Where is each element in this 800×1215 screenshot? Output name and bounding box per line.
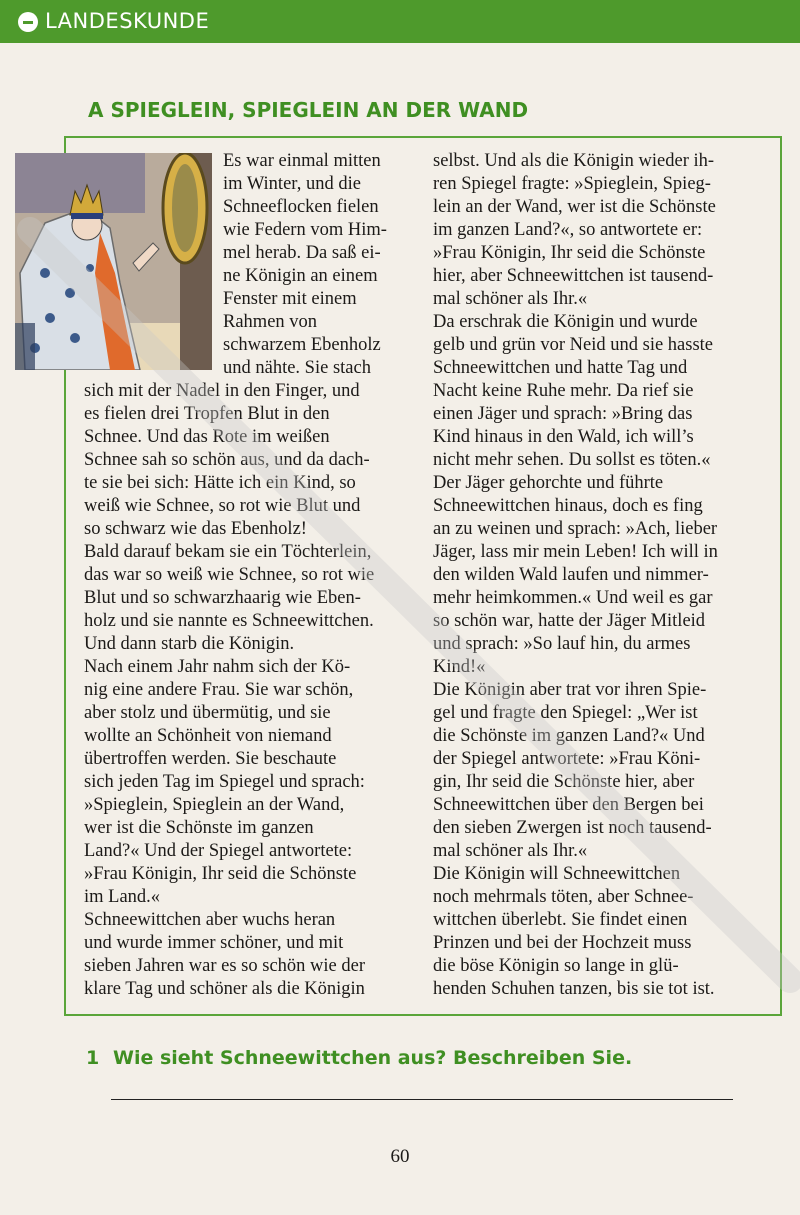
story-line: einen Jäger und sprach: »Bring das [433,404,693,424]
story-line: nicht mehr sehen. Du sollst es töten.« [433,450,711,470]
story-line: gin, Ihr seid die Schönste hier, aber [433,772,695,792]
story-line: klare Tag und schöner als die Königin [84,979,365,999]
story-line: weiß wie Schnee, so rot wie Blut und [84,496,361,516]
section-header-bar [0,0,800,43]
story-line: sich jeden Tag im Spiegel und sprach: [84,772,365,792]
story-line: mal schöner als Ihr.« [433,289,588,309]
story-line: Schneeflocken fielen [223,197,379,217]
story-line: Land?« Und der Spiegel antwortete: [84,841,353,861]
story-line: Schneewittchen und hatte Tag und [433,358,688,378]
story-line: und wurde immer schöner, und mit [84,933,344,953]
queen-mirror-illustration [15,153,212,370]
page-number: 60 [390,1146,410,1167]
story-line: so schön war, hatte der Jäger Mitleid [433,611,706,631]
story-line: schwarzem Ebenholz [223,335,381,355]
story-line: den wilden Wald laufen und nimmer- [433,565,709,585]
story-line: selbst. Und als die Königin wieder ih- [433,151,715,171]
story-line: Und dann starb die Königin. [84,634,295,654]
story-line: der Spiegel antwortete: »Frau Köni- [433,749,701,769]
story-line: Der Jäger gehorchte und führte [433,473,664,493]
story-line: Rahmen von [223,312,318,332]
story-line: die Schönste im ganzen Land?« Und [433,726,705,746]
story-line: Prinzen und bei der Hochzeit muss [433,933,692,953]
story-line: noch mehrmals töten, aber Schnee- [433,887,694,907]
story-line: Die Königin aber trat vor ihren Spie- [433,680,707,700]
question-text: Wie sieht Schneewittchen aus? Beschreiben Sie. [113,1047,633,1069]
story-line: und sprach: »So lauf hin, du armes [433,634,691,654]
story-line: sich mit der Nadel in den Finger, und [84,381,360,401]
story-line: Bald darauf bekam sie ein Töchterlein, [84,542,372,562]
story-line: Jäger, lass mir mein Leben! Ich will in [433,542,718,562]
story-line: Nach einem Jahr nahm sich der Kö- [84,657,351,677]
story-line: Fenster mit einem [223,289,357,309]
story-line: ren Spiegel fragte: »Spieglein, Spieg- [433,174,711,194]
story-line: Kind hinaus in den Wald, ich will’s [433,427,694,447]
story-line: im Land.« [84,887,161,907]
story-line: mehr heimkommen.« Und weil es gar [433,588,713,608]
story-line: gelb und grün vor Neid und sie hasste [433,335,714,355]
story-line: lein an der Wand, wer ist die Schönste [433,197,716,217]
story-line: gel und fragte den Spiegel: „Wer ist [433,703,698,723]
story-line: aber stolz und übermütig, und sie [84,703,331,723]
story-line: Kind!« [433,657,486,677]
story-line: »Spieglein, Spieglein an der Wand, [84,795,345,815]
story-line: nig eine andere Frau. Sie war schön, [84,680,354,700]
story-line: Nacht keine Ruhe mehr. Da rief sie [433,381,694,401]
story-line: im ganzen Land?«, so antwortete er: [433,220,703,240]
story-line: im Winter, und die [223,174,361,194]
story-line: Es war einmal mitten [223,151,381,171]
story-line: so schwarz wie das Ebenholz! [84,519,307,539]
story-line: Schneewittchen aber wuchs heran [84,910,336,930]
story-line: Schnee. Und das Rote im weißen [84,427,330,447]
story-line: wer ist die Schönste im ganzen [84,818,314,838]
story-line: wollte an Schönheit von niemand [84,726,332,746]
story-line: es fielen drei Tropfen Blut in den [84,404,330,424]
story-line: henden Schuhen tanzen, bis sie tot ist. [433,979,715,999]
story-line: die böse Königin so lange in glü- [433,956,679,976]
story-line: te sie bei sich: Hätte ich ein Kind, so [84,473,356,493]
story-line: »Frau Königin, Ihr seid die Schönste [84,864,357,884]
minus-circle-icon [18,12,38,32]
story-line: Schneewittchen über den Bergen bei [433,795,704,815]
story-line: wie Federn vom Him- [223,220,387,240]
story-line: Blut und so schwarzhaarig wie Eben- [84,588,361,608]
story-line: Schneewittchen hinaus, doch es fing [433,496,703,516]
story-line: hier, aber Schneewittchen ist tausend- [433,266,714,286]
story-line: und nähte. Sie stach [223,358,371,378]
story-line: »Frau Königin, Ihr seid die Schönste [433,243,706,263]
story-line: Schnee sah so schön aus, und da dach- [84,450,370,470]
answer-line[interactable] [111,1099,733,1100]
story-line: den sieben Zwergen ist noch tausend- [433,818,712,838]
story-line: Die Königin will Schneewittchen [433,864,681,884]
page-title: A SPIEGLEIN, SPIEGLEIN AN DER WAND [88,98,529,122]
story-line: mel herab. Da saß ei- [223,243,381,263]
story-line: an zu weinen und sprach: »Ach, lieber [433,519,718,539]
story-line: übertroffen werden. Sie beschaute [84,749,337,769]
story-line: holz und sie nannte es Schneewittchen. [84,611,374,631]
story-line: Da erschrak die Königin und wurde [433,312,698,332]
story-line: das war so weiß wie Schnee, so rot wie [84,565,375,585]
story-line: ne Königin an einem [223,266,378,286]
section-header-label: LANDESKUNDE [45,9,210,33]
question-number: 1 [86,1047,100,1069]
story-line: wittchen überlebt. Sie findet einen [433,910,688,930]
story-line: mal schöner als Ihr.« [433,841,588,861]
story-line: sieben Jahren war es so schön wie der [84,956,366,976]
